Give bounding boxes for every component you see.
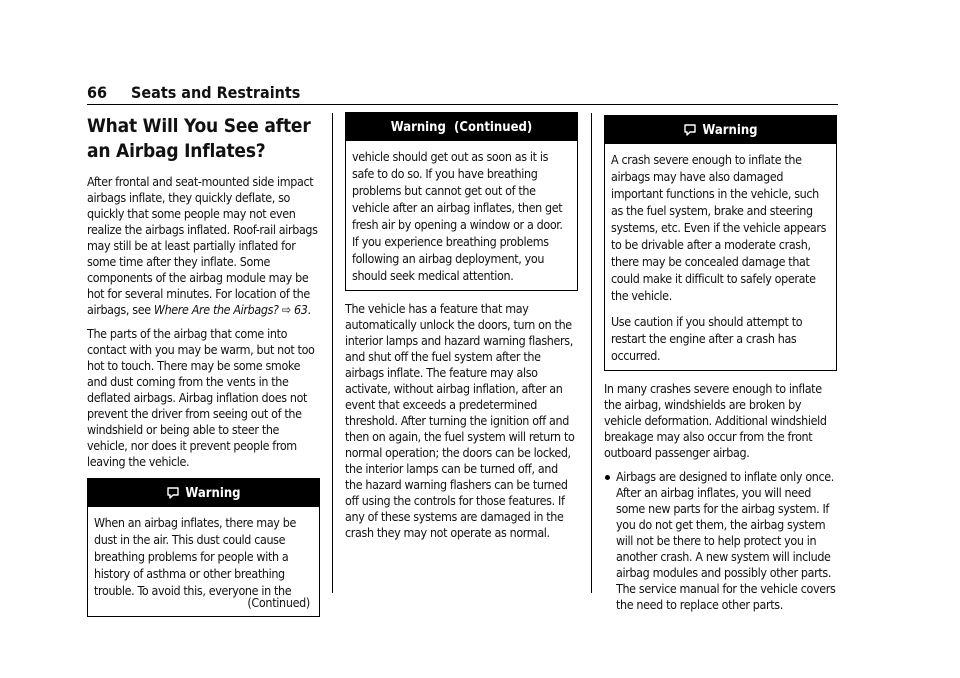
page-header [87, 83, 838, 105]
column-3 [604, 112, 837, 613]
warning-header-continued [346, 113, 577, 141]
warning-text-continued: vehicle should get out as soon as it is safe to do so. If you have breathing problems but cannot get out of the vehicle after an airbag inflates, then get fresh air by opening a window or a door. If you experience breathing problems following an airbag deployment, you should seek medical attention. [352, 149, 563, 283]
paragraph-windshield: In many crashes severe enough to inflate the airbag, windshields are broken by vehicle deformation. Additional windshield breakage may also occur from the front outboard passenger airbag. [604, 381, 827, 460]
paragraph-parts: The parts of the airbag that come into contact with you may be warm, but not too hot to touch. There may be some smoke and dust coming from the vents in the deflated airbags. Airbag inflation does not prevent the driver from seeing out of the windshield or being able to steer the vehicle, nor does it prevent people from leaving the vehicle. [87, 326, 315, 469]
paragraph-feature: The vehicle has a feature that may automatically unlock the doors, turn on the interior lamps and hazard warning flashers, and shut off the fuel system after the airbags inflate. The feature may also activate, without airbag inflation, after an event that exceeds a predetermined threshold. After turning the ignition off and then on again, the fuel system will return to normal operation; the doors can be locked, the interior lamps can be turned off, and the hazard warning flashers can be turned off using the controls for those features. If any of these systems are damaged in the crash they may not operate as normal. [345, 301, 575, 540]
cross-ref-link[interactable]: Where Are the Airbags? [153, 302, 279, 317]
bullet-text: Airbags are designed to inflate only once. After an airbag inflates, you will need some new parts for the airbag system. If you do not get them, the airbag system will not be there to help protect you in another crash. A new system will include airbag modules and possibly other parts. The service manual for the vehicle covers the need to replace other parts. [616, 469, 836, 612]
paragraph-deflate-text: After frontal and seat-mounted side impact airbags inflate, they quickly deflate, so quickly that some people may not even realize the airbags inflated. Roof-rail airbags may still be at least partially inflated for some time after they inflate. Some components of the airbag module may be hot for several minutes. For location of the airbags, see [87, 174, 318, 317]
warning-box-dust [87, 478, 320, 617]
column-2 [345, 112, 578, 549]
page-number: 66 [87, 83, 108, 102]
warning-body [88, 507, 319, 616]
warning-body-crash [605, 144, 836, 370]
warning-title-continued: Warning (Continued) [390, 119, 533, 135]
header-rule [87, 104, 838, 105]
cross-ref-arrow-icon: ⇨ [281, 302, 291, 317]
warning-title: Warning [185, 485, 241, 501]
column-1 [87, 112, 320, 627]
warning-box-continued [345, 112, 578, 291]
section-title: Seats and Restraints [131, 83, 301, 102]
bullet-icon [605, 475, 610, 480]
list-item [604, 469, 837, 613]
warning-text-crash-1: A crash severe enough to inflate the airbags may have also damaged important functions in the vehicle, such as the fuel system, brake and steering systems, etc. Even if the vehicle appears to be drivable after a moderate crash, there may be concealed damage that could make it difficult to safely operate the vehicle. [611, 152, 827, 303]
column-divider-1 [332, 113, 333, 593]
warning-header [88, 479, 319, 507]
warning-text: When an airbag inflates, there may be dust in the air. This dust could cause breathing problems for people with a history of asthma or other breathing trouble. To avoid this, everyone in the [94, 515, 296, 598]
warning-box-crash [604, 115, 837, 371]
period: . [307, 302, 311, 317]
column-divider-2 [591, 113, 592, 593]
warning-triangle-icon [683, 123, 697, 137]
continued-label: (Continued) [247, 595, 310, 610]
paragraph-deflate [87, 174, 320, 318]
section-heading: What Will You See after an Airbag Inflates? [87, 115, 311, 162]
warning-body-continued [346, 141, 577, 290]
bullet-list [604, 469, 837, 613]
warning-header-crash [605, 116, 836, 144]
cross-ref-page[interactable]: 63 [294, 302, 308, 317]
warning-text-crash-2: Use caution if you should attempt to restart the engine after a crash has occurred. [611, 314, 803, 363]
warning-triangle-icon [166, 486, 180, 500]
warning-title-crash: Warning [702, 122, 758, 138]
